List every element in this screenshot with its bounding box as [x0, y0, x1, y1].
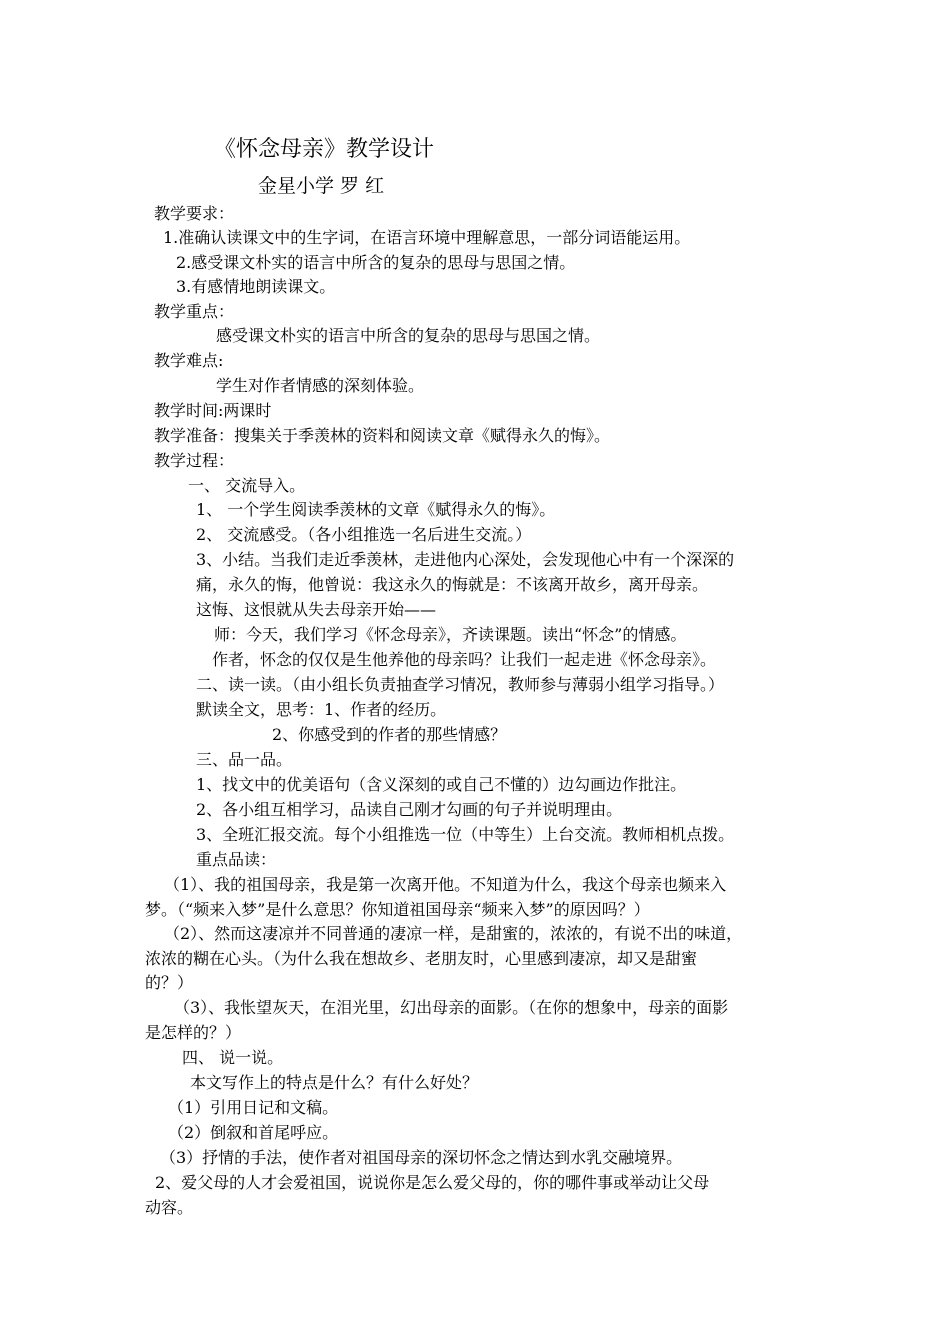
text-line: 1、 一个学生阅读季羡林的文章《赋得永久的悔》。 — [196, 500, 556, 519]
text-line: 梦。（“频来入梦”是什么意思？你知道祖国母亲“频来入梦”的原因吗？） — [145, 900, 650, 919]
text-line: 本文写作上的特点是什么？有什么好处？ — [190, 1073, 479, 1092]
text-line: 2、你感受到的作者的那些情感？ — [272, 725, 507, 744]
text-line: 3、全班汇报交流。每个小组推选一位（中等生）上台交流。教师相机点拨。 — [196, 825, 735, 844]
section-heading-focus: 教学重点： — [154, 302, 235, 321]
text-line: 感受课文朴实的语言中所含的复杂的思母与思国之情。 — [216, 326, 601, 345]
text-line: （1）引用日记和文稿。 — [168, 1098, 339, 1117]
document-title: 《怀念母亲》教学设计 — [214, 137, 435, 162]
text-line: 2、爱父母的人才会爱祖国，说说你是怎么爱父母的，你的哪件事或举动让父母 — [155, 1173, 710, 1192]
text-line: （1）、我的祖国母亲，我是第一次离开他。不知道为什么，我这个母亲也频来入 — [164, 875, 727, 894]
section-heading-requirements: 教学要求： — [154, 204, 235, 223]
section-heading-time: 教学时间:两课时 — [154, 401, 272, 420]
text-line: 学生对作者情感的深刻体验。 — [216, 376, 425, 395]
text-line: 动容。 — [145, 1198, 194, 1217]
text-line: 3、小结。当我们走近季羡林，走进他内心深处，会发现他心中有一个深深的 — [196, 550, 735, 569]
section-heading-difficulty: 教学难点: — [154, 351, 224, 370]
text-line: 默读全文，思考：1、作者的经历。 — [196, 700, 447, 719]
document-author: 金星小学 罗 红 — [258, 175, 385, 197]
text-line: 痛，永久的悔，他曾说：我这永久的悔就是：不该离开故乡，离开母亲。 — [196, 575, 709, 594]
text-line: 1、找文中的优美语句（含义深刻的或自己不懂的）边勾画边作批注。 — [196, 775, 687, 794]
text-line: （3）抒情的手法，使作者对祖国母亲的深切怀念之情达到水乳交融境界。 — [160, 1148, 683, 1167]
text-line: 这悔、这恨就从失去母亲开始—— — [196, 600, 437, 619]
text-line: 3.有感情地朗读课文。 — [176, 277, 336, 296]
text-line: 浓浓的糊在心头。（为什么我在想故乡、老朋友时，心里感到凄凉，却又是甜蜜 — [145, 949, 698, 968]
text-line: 重点品读： — [196, 850, 277, 869]
step-heading: 一、 交流导入。 — [188, 476, 306, 495]
text-line: 作者，怀念的仅仅是生他养他的母亲吗？让我们一起走进《怀念母亲》。 — [212, 650, 717, 669]
text-line: 2、 交流感受。（各小组推选一名后进生交流。） — [196, 525, 532, 544]
text-line: （3）、我怅望灰天，在泪光里，幻出母亲的面影。（在你的想象中，母亲的面影 — [174, 998, 729, 1017]
section-heading-preparation: 教学准备：搜集关于季羡林的资料和阅读文章《赋得永久的悔》。 — [154, 426, 611, 445]
step-heading: 四、 说一说。 — [182, 1048, 284, 1067]
text-line: （2）倒叙和首尾呼应。 — [168, 1123, 339, 1142]
text-line: （2）、然而这凄凉并不同普通的凄凉一样，是甜蜜的，浓浓的，有说不出的味道， — [164, 924, 743, 943]
text-line: 1.准确认读课文中的生字词，在语言环境中理解意思，一部分词语能运用。 — [163, 228, 691, 247]
text-line: 2、各小组互相学习，品读自己刚才勾画的句子并说明理由。 — [196, 800, 623, 819]
text-line: 是怎样的？） — [145, 1023, 242, 1042]
text-line: 2.感受课文朴实的语言中所含的复杂的思母与思国之情。 — [176, 253, 576, 272]
text-line: 师：今天，我们学习《怀念母亲》，齐读课题。读出“怀念”的情感。 — [214, 625, 687, 644]
step-heading: 三、品一品。 — [196, 750, 293, 769]
step-heading: 二、读一读。（由小组长负责抽查学习情况，教师参与薄弱小组学习指导。） — [196, 675, 725, 694]
text-line: 的？） — [145, 973, 194, 992]
section-heading-process: 教学过程： — [154, 451, 235, 470]
